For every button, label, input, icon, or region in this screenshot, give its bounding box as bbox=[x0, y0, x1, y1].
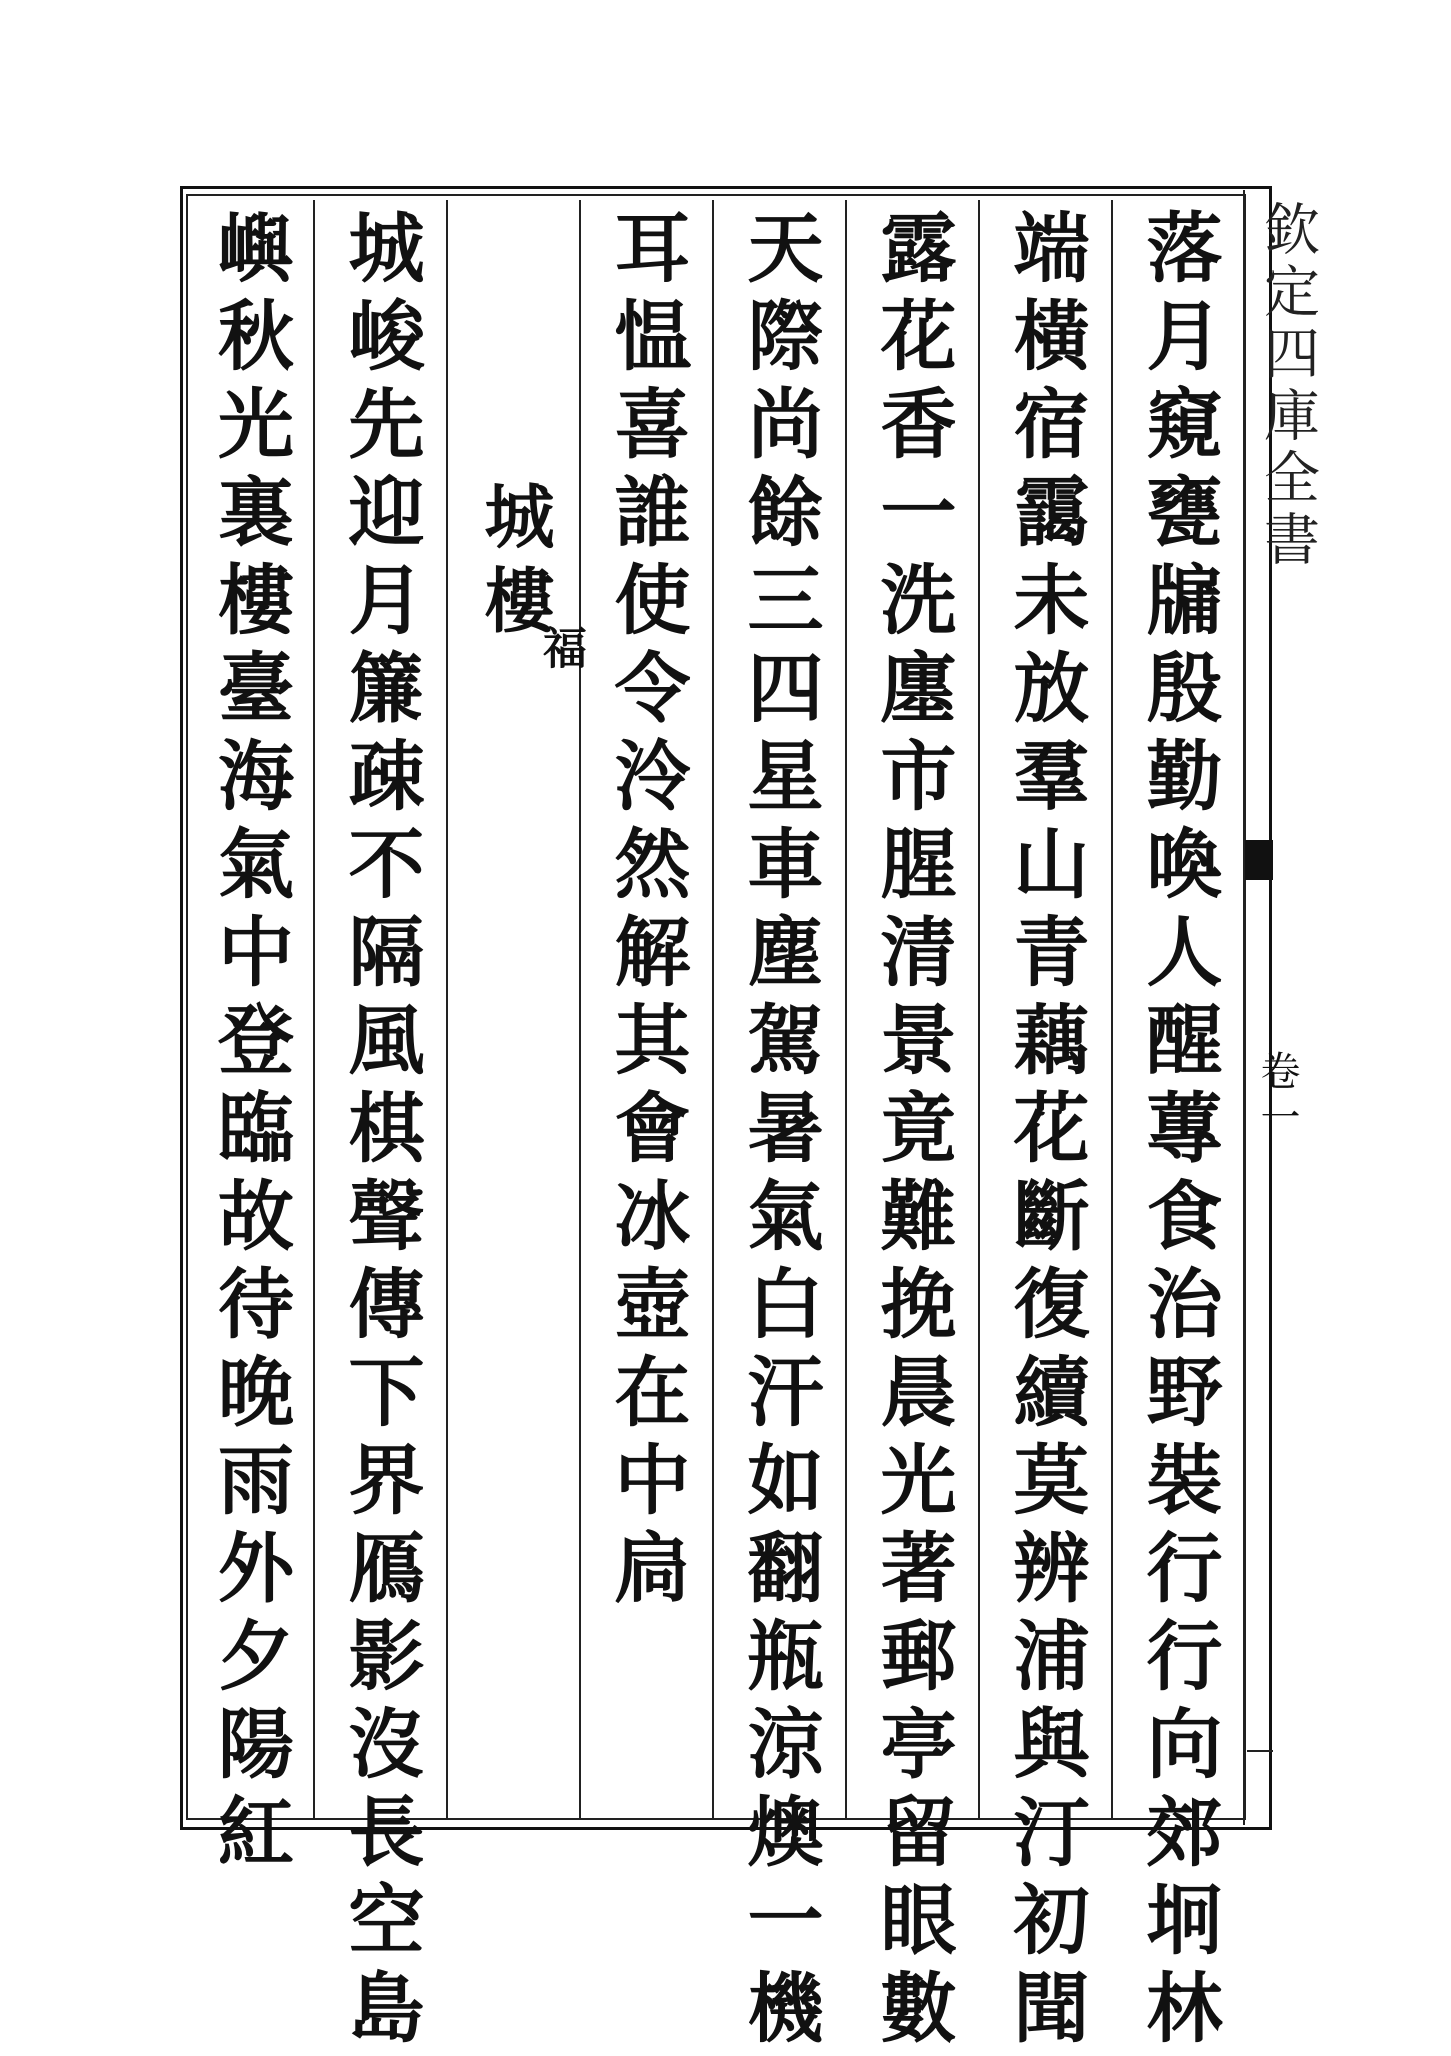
fishtail-mark bbox=[1245, 840, 1273, 880]
text-column-1 bbox=[1111, 200, 1243, 2056]
column-text: 嶼秋光裏樓臺海氣中登臨故待晚雨外夕陽紅 bbox=[205, 208, 295, 1880]
poem-title-column bbox=[446, 200, 586, 1820]
text-column-5 bbox=[579, 200, 711, 1820]
text-column-4 bbox=[712, 200, 844, 2056]
text-column-7 bbox=[313, 200, 445, 2056]
volume-label: 卷一 bbox=[1254, 1050, 1300, 1142]
page-margin-header bbox=[1243, 190, 1320, 1825]
text-column-8 bbox=[186, 200, 313, 1880]
text-column-3 bbox=[845, 200, 977, 2056]
book-title: 欽定四庫全書 bbox=[1255, 200, 1320, 572]
column-text: 落月窺甕牖殷勤喚人醒蓴食治野裝行行向郊坰林 bbox=[1134, 208, 1223, 2056]
column-text: 露花香一洗廛市腥清景竟難挽晨光著郵亭留眼數 bbox=[868, 208, 957, 2056]
margin-tick bbox=[1247, 1750, 1273, 1752]
text-column-2 bbox=[978, 200, 1110, 2056]
poem-author: 福 bbox=[535, 625, 586, 669]
column-text: 城峻先迎月簾疎不隔風棋聲傳下界鴈影沒長空島 bbox=[336, 208, 425, 2056]
column-text: 天際尚餘三四星車塵駕暑氣白汗如翻瓶涼燠一機 bbox=[735, 208, 824, 2056]
column-text: 端橫宿靄未放羣山青藕花斷復續莫辨浦與汀初聞 bbox=[1001, 208, 1090, 2056]
column-text: 耳愠喜誰使令泠然解其會冰壺在中扃 bbox=[602, 208, 691, 1616]
poem-title: 城樓 bbox=[473, 480, 556, 648]
